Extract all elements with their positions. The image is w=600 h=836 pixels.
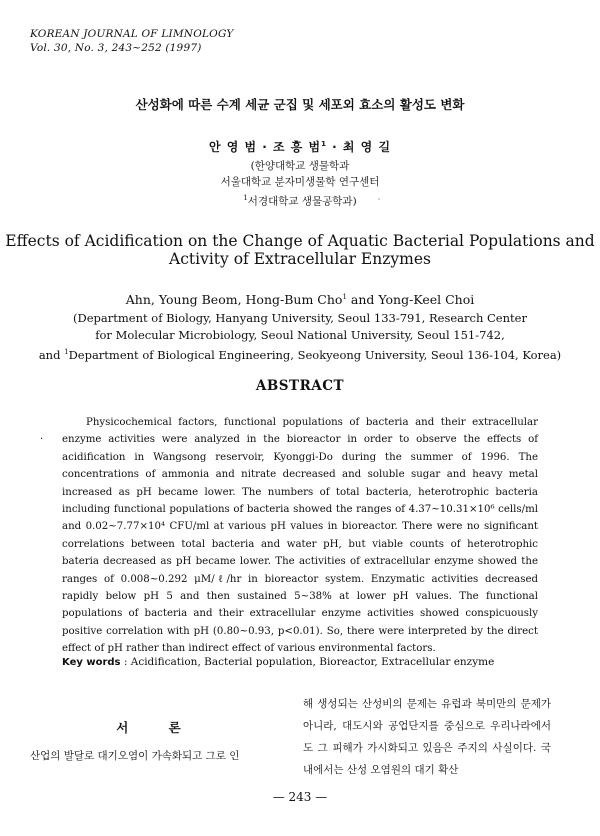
right-column-paragraph: 해 생성되는 산성비의 문제는 유럽과 북미만의 문제가 아니라, 대도시와 공업단지를 중심으로 우리나라에서도 그 피해가 가시화되고 있음은 주지의 사실이다. 국내에서는 산성 오염원의 대기 확산 bbox=[303, 698, 551, 776]
journal-citation: Vol. 30, No. 3, 243~252 (1997) bbox=[30, 42, 202, 54]
korean-title: 산성화에 따른 수계 세균 군집 및 세포외 효소의 활성도 변화 bbox=[135, 97, 465, 112]
korean-authors-sup: 1 bbox=[321, 140, 327, 148]
margin-dot: · bbox=[40, 434, 44, 445]
korean-aff-2: 서울대학교 분자미생물학 연구센터 bbox=[220, 176, 380, 188]
english-title-line2: Activity of Extracellular Enzymes bbox=[169, 250, 431, 268]
english-aff-line2: for Molecular Microbiology, Seoul National University, Seoul 151-742, bbox=[95, 328, 505, 342]
journal-header bbox=[30, 27, 234, 55]
left-column-text: 산업의 발달로 대기오염이 가속화되고 그로 인 bbox=[30, 750, 240, 762]
journal-name: KOREAN JOURNAL OF LIMNOLOGY bbox=[30, 28, 234, 40]
keywords bbox=[62, 656, 494, 668]
korean-aff-3-sup: 1 bbox=[243, 194, 248, 202]
korean-affiliation bbox=[0, 158, 600, 210]
stray-mark: ˙ bbox=[377, 198, 381, 207]
korean-authors-tail: · 최 영 길 bbox=[327, 140, 392, 154]
korean-authors-main: 안 영 범 · 조 흥 범 bbox=[208, 140, 322, 154]
english-affiliation bbox=[0, 310, 600, 364]
right-column bbox=[303, 693, 551, 781]
english-title bbox=[0, 232, 600, 268]
abstract-heading: ABSTRACT bbox=[255, 378, 345, 394]
korean-aff-1: (한양대학교 생물학과 bbox=[250, 160, 350, 172]
korean-authors bbox=[0, 138, 600, 155]
english-aff-line3-b: Department of Biological Engineering, Seokyeong University, Seoul 136-104, Korea) bbox=[68, 347, 562, 362]
english-authors-a: Ahn, Young Beom, Hong-Bum Cho bbox=[125, 292, 343, 307]
keywords-text: Acidification, Bacterial population, Bioreactor, Extracellular enzyme bbox=[130, 656, 495, 668]
english-authors-b: and Yong-Keel Choi bbox=[346, 292, 475, 307]
english-aff-line3-a: and bbox=[38, 347, 65, 362]
english-aff-line3-sup: 1 bbox=[64, 348, 69, 356]
abstract-body bbox=[62, 414, 538, 658]
korean-aff-3 bbox=[0, 190, 600, 210]
korean-aff-3-text: 서경대학교 생물공학과) bbox=[247, 195, 357, 208]
english-aff-line1: (Department of Biology, Hanyang University, Seoul 133-791, Research Center bbox=[73, 311, 527, 325]
page-number: — 243 — bbox=[272, 790, 328, 804]
english-authors bbox=[0, 292, 600, 307]
keywords-separator: : bbox=[120, 656, 131, 668]
abstract-paragraph: Physicochemical factors, functional populations of bacteria and their extracellular enzyme activities were analyzed in the bioreactor in order to observe the effects of acidification in Wangsong reservoir, Kyonggi-Do during the summer of 1996. The concentrations of ammonia and nitrate decreased and soluble sugar and heavy metal increased as pH became lower. The numbers of total bacteria, heterotrophic bacteria including functional populations of bacteria showed the ranges of 4.37~10.31×10⁶ cells/ml and 0.02~7.77×10⁴ CFU/ml at various pH values in bioreactor. There were no significant correlations between total bacteria and water pH, but viable counts of heterotrophic bateria decreased as pH became lower. The activities of extracellular enzyme showed the ranges of 0.008~0.292 μM/ℓ/hr in bioreactor system. Enzymatic activities decreased rapidly below pH 5 and then sustained 5~38% at lower pH values. The functional populations of bacteria and their extracellular enzyme activities showed conspicuously positive correlation with pH (0.80~0.93, p<0.01). So, there were interpreted by the direct effect of pH rather than indirect effect of various environmental factors. bbox=[62, 417, 538, 655]
section-heading: 서 론 bbox=[116, 720, 199, 735]
english-title-line1: Effects of Acidification on the Change of Aquatic Bacterial Populations and bbox=[5, 232, 595, 250]
keywords-label: Key words bbox=[62, 657, 121, 668]
english-authors-sup: 1 bbox=[342, 292, 347, 301]
english-aff-line3 bbox=[0, 344, 600, 364]
